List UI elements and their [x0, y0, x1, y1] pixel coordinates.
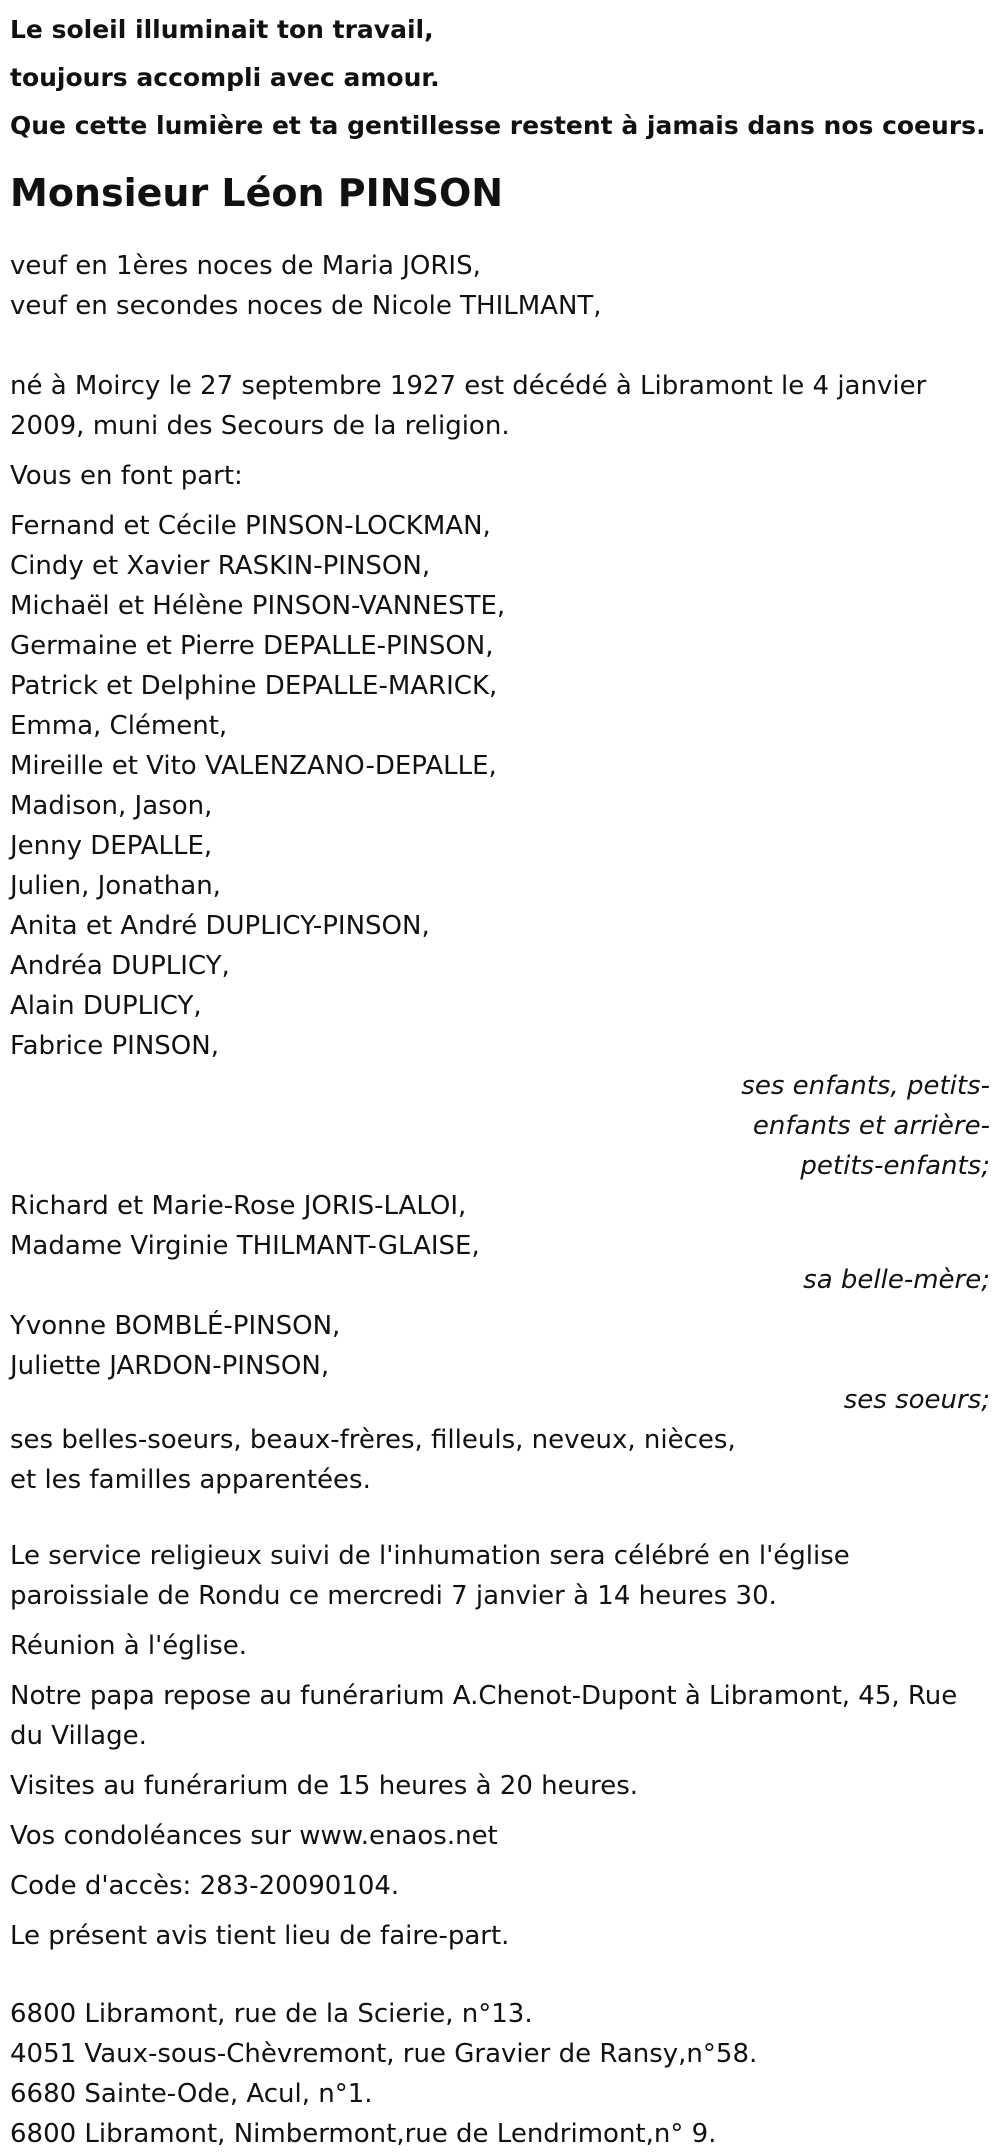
poem	[10, 6, 990, 150]
deceased-name: Monsieur Léon PINSON	[10, 171, 504, 215]
relation-label: enfants et arrière-	[752, 1111, 990, 1141]
list-item: Yvonne BOMBLÉ-PINSON,	[10, 1311, 341, 1341]
list-item: Fabrice PINSON,	[10, 1031, 219, 1061]
condolences-text: Vos condoléances sur www.enaos.net	[10, 1821, 498, 1851]
list-item: Fernand et Cécile PINSON-LOCKMAN,	[10, 511, 491, 541]
list-item: Emma, Clément,	[10, 711, 228, 741]
poem-line: Que cette lumière et ta gentillesse restent à jamais dans nos coeurs.	[10, 111, 986, 140]
relation-label: ses enfants, petits-	[741, 1071, 990, 1101]
sisters-list	[10, 1306, 990, 1386]
list-item: Cindy et Xavier RASKIN-PINSON,	[10, 551, 431, 581]
list-item: Jenny DEPALLE,	[10, 831, 213, 861]
list-item: Juliette JARDON-PINSON,	[10, 1351, 330, 1381]
relation-label: petits-enfants;	[800, 1151, 990, 1181]
widower-line: veuf en secondes noces de Nicole THILMANT,	[10, 291, 602, 321]
list-item: Madame Virginie THILMANT-GLAISE,	[10, 1231, 480, 1261]
family-line: ses belles-soeurs, beaux-frères, filleuls, neveux, nièces,	[10, 1425, 736, 1455]
list-item: Mireille et Vito VALENZANO-DEPALLE,	[10, 751, 497, 781]
list-item: Julien, Jonathan,	[10, 871, 221, 901]
notice-text: Le présent avis tient lieu de faire-part.	[10, 1921, 510, 1951]
inlaws-list	[10, 1186, 990, 1266]
relation-label: sa belle-mère;	[803, 1265, 990, 1295]
access-code-text: Code d'accès: 283-20090104.	[10, 1871, 400, 1901]
list-item: Madison, Jason,	[10, 791, 213, 821]
list-item: Michaël et Hélène PINSON-VANNESTE,	[10, 591, 506, 621]
birth-block	[10, 366, 990, 446]
funerarium-line: Notre papa repose au funérarium A.Chenot-Dupont à Libramont, 45, Rue	[10, 1681, 958, 1711]
birth-line: né à Moircy le 27 septembre 1927 est décédé à Libramont le 4 janvier	[10, 371, 927, 401]
service-block	[10, 1536, 990, 1616]
poem-line: Le soleil illuminait ton travail,	[10, 15, 434, 44]
children-label	[10, 1066, 990, 1186]
funerarium-line: du Village.	[10, 1721, 147, 1751]
family-block	[10, 1420, 990, 1500]
list-item: Germaine et Pierre DEPALLE-PINSON,	[10, 631, 494, 661]
address-line: 6680 Sainte-Ode, Acul, n°1.	[10, 2079, 373, 2109]
children-list	[10, 506, 990, 1066]
list-item: Patrick et Delphine DEPALLE-MARICK,	[10, 671, 498, 701]
list-item: Anita et André DUPLICY-PINSON,	[10, 911, 430, 941]
address-line: 6800 Libramont, rue de la Scierie, n°13.	[10, 1999, 533, 2029]
service-line: paroissiale de Rondu ce mercredi 7 janvier à 14 heures 30.	[10, 1581, 777, 1611]
announcement-intro: Vous en font part:	[10, 461, 243, 491]
list-item: Alain DUPLICY,	[10, 991, 202, 1021]
relation-label: ses soeurs;	[843, 1385, 990, 1415]
obituary-page	[10, 0, 990, 2154]
meeting-text: Réunion à l'église.	[10, 1631, 248, 1661]
birth-line: 2009, muni des Secours de la religion.	[10, 411, 510, 441]
visits-text: Visites au funérarium de 15 heures à 20 heures.	[10, 1771, 639, 1801]
address-line: 4051 Vaux-sous-Chèvremont, rue Gravier de Ransy,n°58.	[10, 2039, 758, 2069]
service-line: Le service religieux suivi de l'inhumation sera célébré en l'église	[10, 1541, 850, 1571]
list-item: Richard et Marie-Rose JORIS-LALOI,	[10, 1191, 467, 1221]
list-item: Andréa DUPLICY,	[10, 951, 230, 981]
address-line: 6800 Libramont, Nimbermont,rue de Lendrimont,n° 9.	[10, 2119, 717, 2149]
poem-line: toujours accompli avec amour.	[10, 63, 440, 92]
widower-block	[10, 246, 990, 326]
widower-line: veuf en 1ères noces de Maria JORIS,	[10, 251, 481, 281]
addresses-block	[10, 1994, 990, 2154]
funerarium-block	[10, 1676, 990, 1756]
family-line: et les familles apparentées.	[10, 1465, 371, 1495]
